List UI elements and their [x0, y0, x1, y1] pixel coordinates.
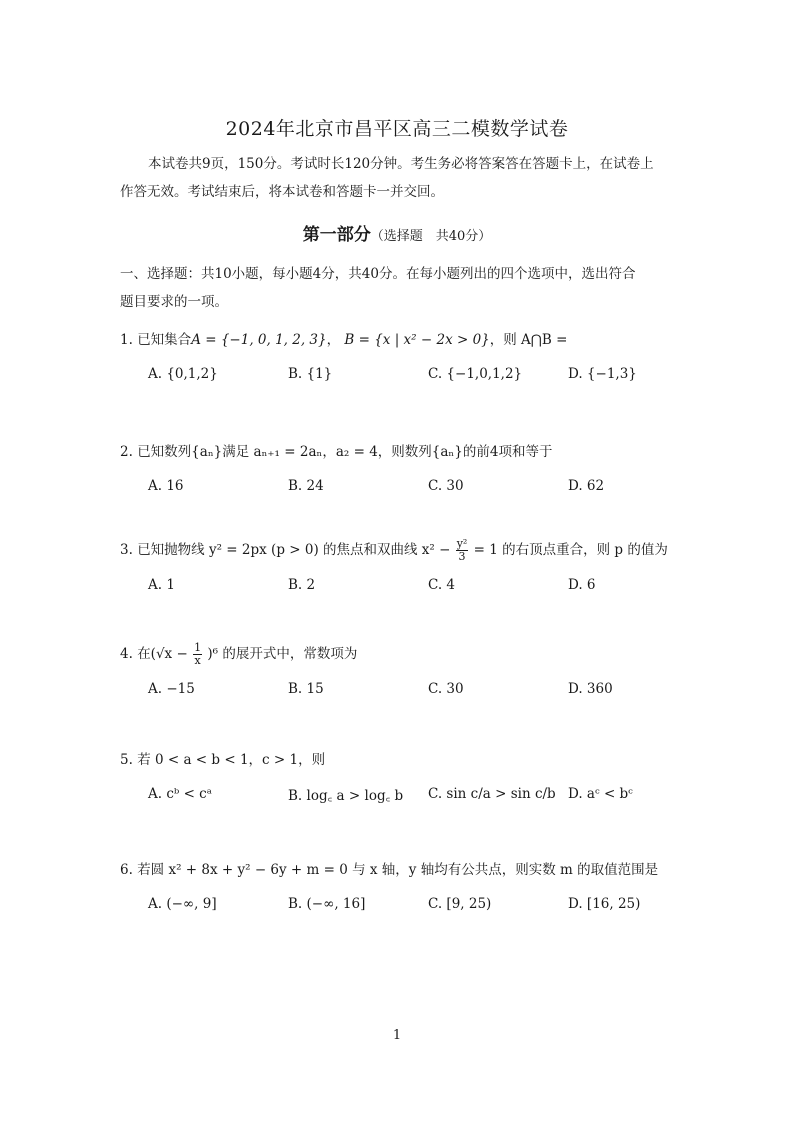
option-c[interactable]: C. {−1,0,1,2} — [428, 366, 523, 382]
option-a[interactable]: A. −15 — [148, 681, 195, 697]
set-b: B = {x | x² − 2x > 0} — [344, 332, 490, 348]
page-number: 1 — [392, 1028, 402, 1043]
option-a[interactable]: A. (−∞, 9] — [148, 896, 217, 912]
question-3 — [120, 538, 680, 601]
stem-part-a: 在(√x − — [137, 646, 188, 662]
option-d[interactable]: D. 360 — [568, 681, 613, 697]
option-d[interactable]: D. {−1,3} — [568, 366, 637, 382]
stem-text: 已知数列{aₙ}满足 aₙ₊₁ = 2aₙ，a₂ = 4，则数列{aₙ}的前4项和等于 — [137, 444, 553, 460]
option-a[interactable]: A. 16 — [148, 478, 184, 494]
intro-line-1: 本试卷共9页，150分。考试时长120分钟。考生务必将答案答在答题卡上，在试卷上 — [148, 156, 654, 172]
options-row — [120, 577, 680, 601]
options-row — [120, 366, 680, 390]
question-number: 1. — [120, 332, 133, 348]
stem-part-a: 已知抛物线 y² = 2px (p > 0) 的焦点和双曲线 x² − — [137, 542, 451, 558]
question-1 — [120, 328, 680, 390]
option-c[interactable]: C. 30 — [428, 681, 464, 697]
option-a[interactable]: A. cᵇ < cᵃ — [148, 786, 212, 802]
question-number: 5. — [120, 752, 133, 768]
fraction — [456, 538, 469, 563]
stem-part-b: )⁶ 的展开式中，常数项为 — [207, 646, 358, 662]
option-c[interactable]: C. 30 — [428, 478, 464, 494]
option-a[interactable]: A. 1 — [148, 577, 175, 593]
section-subtitle: （选择题 共40分） — [370, 229, 492, 244]
option-d[interactable]: D. 62 — [568, 478, 605, 494]
question-number: 2. — [120, 444, 133, 460]
section-instructions — [120, 260, 680, 316]
option-d[interactable]: D. 6 — [568, 577, 596, 593]
option-c[interactable]: C. 4 — [428, 577, 456, 593]
question-stem — [120, 440, 680, 460]
fraction-numerator: 1 — [194, 641, 202, 654]
option-a[interactable]: A. {0,1,2} — [148, 366, 218, 382]
question-stem — [120, 538, 680, 563]
option-c[interactable]: C. sin c/a > sin c/b — [428, 786, 556, 802]
question-number: 4. — [120, 646, 133, 662]
options-row — [120, 786, 680, 810]
options-row — [120, 681, 680, 705]
exam-intro — [120, 150, 680, 206]
option-b[interactable]: B. 15 — [288, 681, 324, 697]
options-row — [120, 478, 680, 502]
stem-text: 若 0 < a < b < 1，c > 1，则 — [137, 752, 326, 768]
question-stem — [120, 642, 680, 667]
question-5 — [120, 748, 680, 810]
fraction — [193, 642, 202, 667]
question-number: 6. — [120, 862, 133, 878]
option-d[interactable]: D. [16, 25) — [568, 896, 641, 912]
fraction-denominator: 3 — [458, 550, 466, 563]
option-d[interactable]: D. aᶜ < bᶜ — [568, 786, 633, 802]
question-number: 3. — [120, 542, 133, 558]
section-heading — [0, 220, 794, 245]
stem-prefix: 已知集合 — [137, 332, 192, 348]
question-6 — [120, 858, 680, 920]
instructions-line-2: 题目要求的一项。 — [120, 294, 228, 310]
intro-line-2: 作答无效。考试结束后，将本试卷和答题卡一并交回。 — [120, 184, 444, 200]
option-c[interactable]: C. [9, 25) — [428, 896, 492, 912]
options-row — [120, 896, 680, 920]
option-b[interactable]: B. 2 — [288, 577, 316, 593]
fraction-numerator: y² — [456, 537, 468, 550]
option-b[interactable]: B. (−∞, 16] — [288, 896, 366, 912]
stem-text: 若圆 x² + 8x + y² − 6y + m = 0 与 x 轴，y 轴均有公共点，则实数 m 的取值范围是 — [137, 862, 659, 878]
option-b[interactable]: B. log꜀ a > log꜀ b — [288, 788, 404, 804]
page-title: 2024年北京市昌平区高三二模数学试卷 — [225, 118, 569, 140]
section-title: 第一部分 — [302, 225, 371, 245]
instructions-line-1: 一、选择题：共10小题，每小题4分，共40分。在每小题列出的四个选项中，选出符合 — [120, 266, 636, 282]
question-4 — [120, 642, 680, 705]
question-stem — [120, 748, 680, 768]
stem-suffix: ，则 A⋂B = — [489, 332, 568, 348]
option-b[interactable]: B. 24 — [288, 478, 324, 494]
fraction-denominator: x — [194, 654, 201, 667]
option-b[interactable]: B. {1} — [288, 366, 333, 382]
stem-part-b: = 1 的右顶点重合，则 p 的值为 — [473, 542, 668, 558]
question-2 — [120, 440, 680, 502]
set-a: A = {−1, 0, 1, 2, 3} — [191, 332, 327, 348]
question-stem: 1. 已知集合A = {−1, 0, 1, 2, 3}， B = {x | x² − 2x > 0}，则 A⋂B = — [120, 332, 568, 348]
question-stem — [120, 858, 680, 878]
